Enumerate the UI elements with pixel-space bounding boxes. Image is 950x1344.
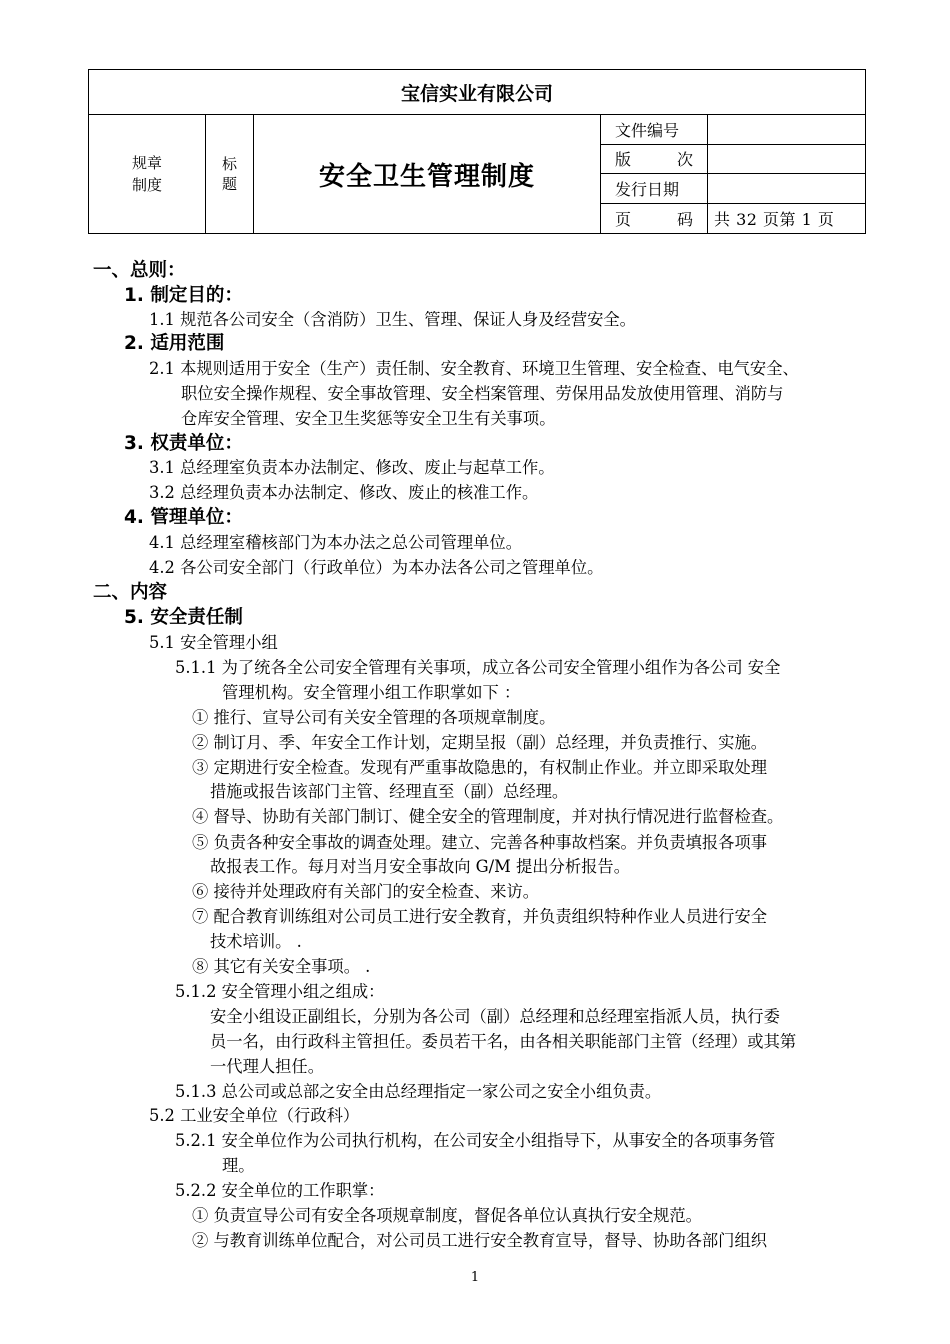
list-item: ① 负责宣导公司有安全各项规章制度，督促各单位认真执行安全规范。	[192, 1206, 702, 1225]
list-item: ⑤ 负责各种安全事故的调查处理。建立、完善各种事故档案。并负责填报各项事	[192, 833, 768, 852]
sub-heading: 2. 适用范围	[124, 333, 225, 354]
paragraph-line: 职位安全操作规程、安全事故管理、安全档案管理、劳保用品发放使用管理、消防与	[181, 384, 784, 403]
title-label-line1: 标	[221, 155, 237, 173]
meta-row-doc-number	[601, 115, 865, 145]
paragraph-line: 5.2.1 安全单位作为公司执行机构，在公司安全小组指导下，从事安全的各项事务管	[175, 1131, 776, 1150]
paragraph-line: 3.2 总经理负责本办法制定、修改、废止的核准工作。	[149, 483, 539, 502]
paragraph-line: 一代理人担任。	[210, 1057, 324, 1076]
paragraph-line: 2.1 本规则适用于安全（生产）责任制、安全教育、环境卫生管理、安全检查、电气安全、	[149, 359, 799, 378]
list-item: ③ 定期进行安全检查。发现有严重事故隐患的，有权制止作业。并立即采取处理	[192, 758, 768, 777]
list-item: ④ 督导、协助有关部门制订、健全安全的管理制度，并对执行情况进行监督检查。	[192, 807, 784, 826]
meta-label: 版 次	[601, 145, 708, 174]
paragraph-line: 4.2 各公司安全部门（行政单位）为本办法各公司之管理单位。	[149, 558, 604, 577]
company-name: 宝信实业有限公司	[89, 70, 865, 115]
paragraph-line: 4.1 总经理室稽核部门为本办法之总公司管理单位。	[149, 533, 522, 552]
list-item-continuation: 措施或报告该部门主管、经理直至（副）总经理。	[210, 782, 569, 801]
paragraph-line: 5.2.2 安全单位的工作职掌：	[175, 1181, 385, 1200]
paragraph-line: 安全小组设正副组长，分别为各公司（副）总经理和总经理室指派人员，执行委	[210, 1007, 780, 1026]
paragraph-line: 仓库安全管理、安全卫生奖惩等安全卫生有关事项。	[181, 409, 556, 428]
section-heading: 二、内容	[93, 582, 168, 603]
meta-value-page-count: 共 32 页第 1 页	[714, 209, 835, 229]
meta-value	[708, 174, 865, 203]
paragraph-line: 理。	[222, 1156, 255, 1175]
paragraph-line: 5.1.3 总公司或总部之安全由总经理指定一家公司之安全小组负责。	[175, 1082, 662, 1101]
meta-label: 页 码	[601, 204, 708, 234]
paragraph-line: 员一名，由行政科主管担任。委员若干名，由各相关职能部门主管（经理）或其第	[210, 1032, 797, 1051]
sub-heading: 5. 安全责任制	[124, 607, 243, 628]
title-label-cell	[206, 115, 254, 233]
page-number: 1	[470, 1270, 480, 1285]
list-item: ⑥ 接待并处理政府有关部门的安全检查、来访。	[192, 882, 540, 901]
list-item: ⑧ 其它有关安全事项。 .	[192, 957, 371, 976]
list-item: ② 制订月、季、年安全工作计划，定期呈报（副）总经理，并负责推行、实施。	[192, 733, 768, 752]
paragraph-line: 管理机构。安全管理小组工作职掌如下 ：	[222, 683, 521, 702]
meta-label: 文件编号	[601, 115, 708, 144]
list-item: ① 推行、宣导公司有关安全管理的各项规章制度。	[192, 708, 556, 727]
list-item-continuation: 技术培训。 .	[210, 932, 302, 951]
meta-value	[708, 115, 865, 144]
title-label-line2: 题	[221, 175, 237, 193]
list-item: ② 与教育训练单位配合，对公司员工进行安全教育宣导，督导、协助各部门组织	[192, 1231, 768, 1250]
doc-type-line1: 规章	[131, 154, 162, 172]
paragraph-line: 5.1 安全管理小组	[149, 633, 278, 652]
sub-heading: 4. 管理单位：	[124, 507, 243, 528]
paragraph-line: 5.1.1 为了统各全公司安全管理有关事项，成立各公司安全管理小组作为各公司 安全	[175, 658, 781, 677]
doc-type-line2: 制度	[131, 176, 162, 194]
list-item: ⑦ 配合教育训练组对公司员工进行安全教育，并负责组织特种作业人员进行安全	[192, 907, 768, 926]
section-heading: 一、总则：	[93, 260, 186, 281]
meta-block	[601, 115, 865, 233]
header-table	[88, 69, 866, 234]
doc-type-cell	[89, 115, 206, 233]
meta-label: 发行日期	[601, 174, 708, 203]
meta-value	[708, 145, 865, 174]
meta-row-page	[601, 204, 865, 234]
sub-heading: 3. 权责单位：	[124, 433, 243, 454]
sub-heading: 1. 制定目的：	[124, 285, 243, 306]
paragraph-line: 5.2 工业安全单位（行政科）	[149, 1106, 360, 1125]
meta-row-version	[601, 145, 865, 175]
paragraph-line: 5.1.2 安全管理小组之组成：	[175, 982, 385, 1001]
meta-row-issue-date	[601, 174, 865, 204]
paragraph-line: 3.1 总经理室负责本办法制定、修改、废止与起草工作。	[149, 458, 555, 477]
document-title: 安全卫生管理制度	[254, 115, 601, 233]
paragraph-line: 1.1 规范各公司安全（含消防）卫生、管理、保证人身及经营安全。	[149, 310, 636, 329]
list-item-continuation: 故报表工作。每月对当月安全事故向 G/M 提出分析报告。	[210, 857, 630, 876]
